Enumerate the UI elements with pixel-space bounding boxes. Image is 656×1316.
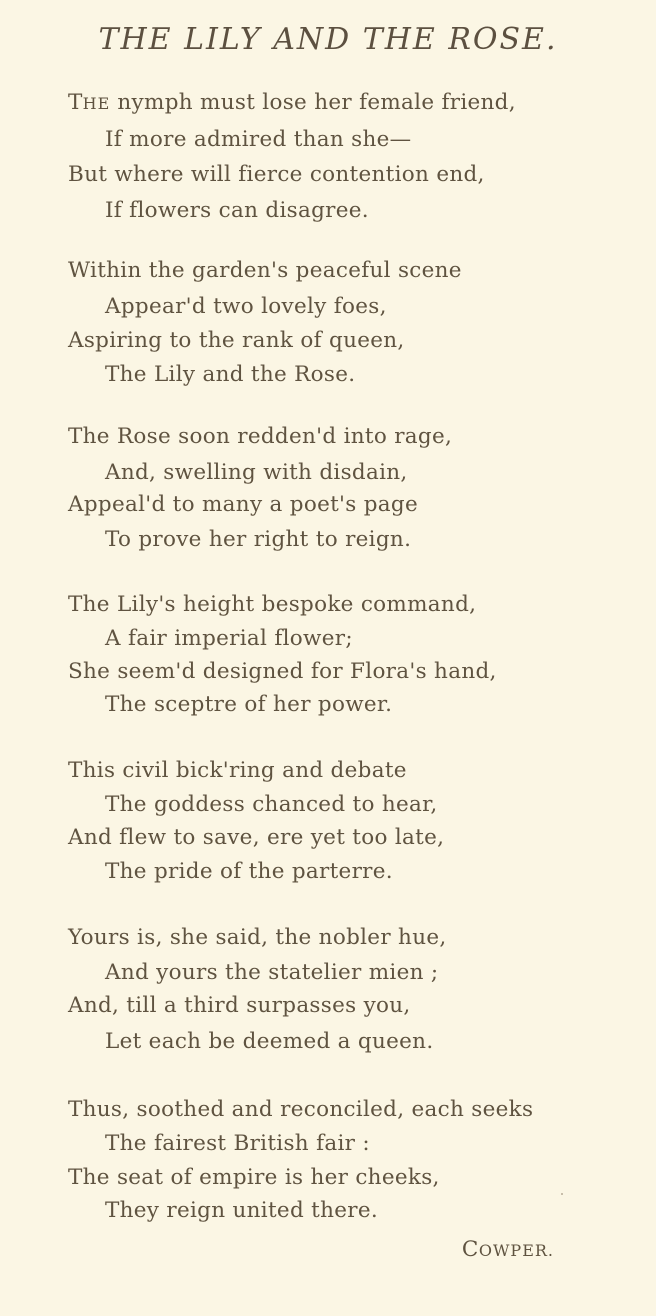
poem-line: And yours the statelier mien ; <box>105 960 439 985</box>
paper-speck <box>561 1193 563 1195</box>
poem-line: This civil bick'ring and debate <box>68 758 407 783</box>
poem-title: THE LILY AND THE ROSE. <box>98 22 558 57</box>
poem-line: She seem'd designed for Flora's hand, <box>68 659 497 684</box>
poem-line: But where will fierce contention end, <box>68 162 485 187</box>
author-rest: OWPER. <box>478 1241 554 1260</box>
first-line-text: nymph must lose her female friend, <box>110 90 516 115</box>
drop-initial: T <box>68 90 83 115</box>
poem-line: The Lily's height bespoke command, <box>68 592 477 617</box>
poem-line: The Rose soon redden'd into rage, <box>68 424 453 449</box>
poem-line: Thus, soothed and reconciled, each seeks <box>68 1097 534 1122</box>
poem-line: The fairest British fair : <box>105 1131 370 1156</box>
poem-line: To prove her right to reign. <box>105 527 412 552</box>
poem-line: The Lily and the Rose. <box>105 362 356 387</box>
poem-line: If more admired than she— <box>105 127 412 152</box>
poem-line: If flowers can disagree. <box>105 198 369 223</box>
poem-line: Within the garden's peaceful scene <box>68 258 462 283</box>
poem-line: The sceptre of her power. <box>105 692 393 717</box>
author-initial: C <box>461 1237 479 1262</box>
poem-line: The pride of the parterre. <box>105 859 393 884</box>
poem-line <box>68 90 516 117</box>
poem-line: And, till a third surpasses you, <box>68 993 411 1018</box>
poem-line: And flew to save, ere yet too late, <box>68 825 445 850</box>
poem-line: The goddess chanced to hear, <box>105 792 438 817</box>
small-caps-word: HE <box>82 94 111 113</box>
poem-line: Aspiring to the rank of queen, <box>68 328 405 353</box>
poem-line: Let each be deemed a queen. <box>105 1029 434 1054</box>
poem-line: A fair imperial flower; <box>105 626 353 651</box>
poem-line: Yours is, she said, the nobler hue, <box>68 925 447 950</box>
poem-line: Appear'd two lovely foes, <box>105 294 387 319</box>
poem-line: The seat of empire is her cheeks, <box>68 1165 440 1190</box>
poem-line: They reign united there. <box>105 1198 378 1223</box>
author-signature <box>462 1236 554 1264</box>
poem-line: And, swelling with disdain, <box>105 460 408 485</box>
poem-line: Appeal'd to many a poet's page <box>68 492 418 517</box>
